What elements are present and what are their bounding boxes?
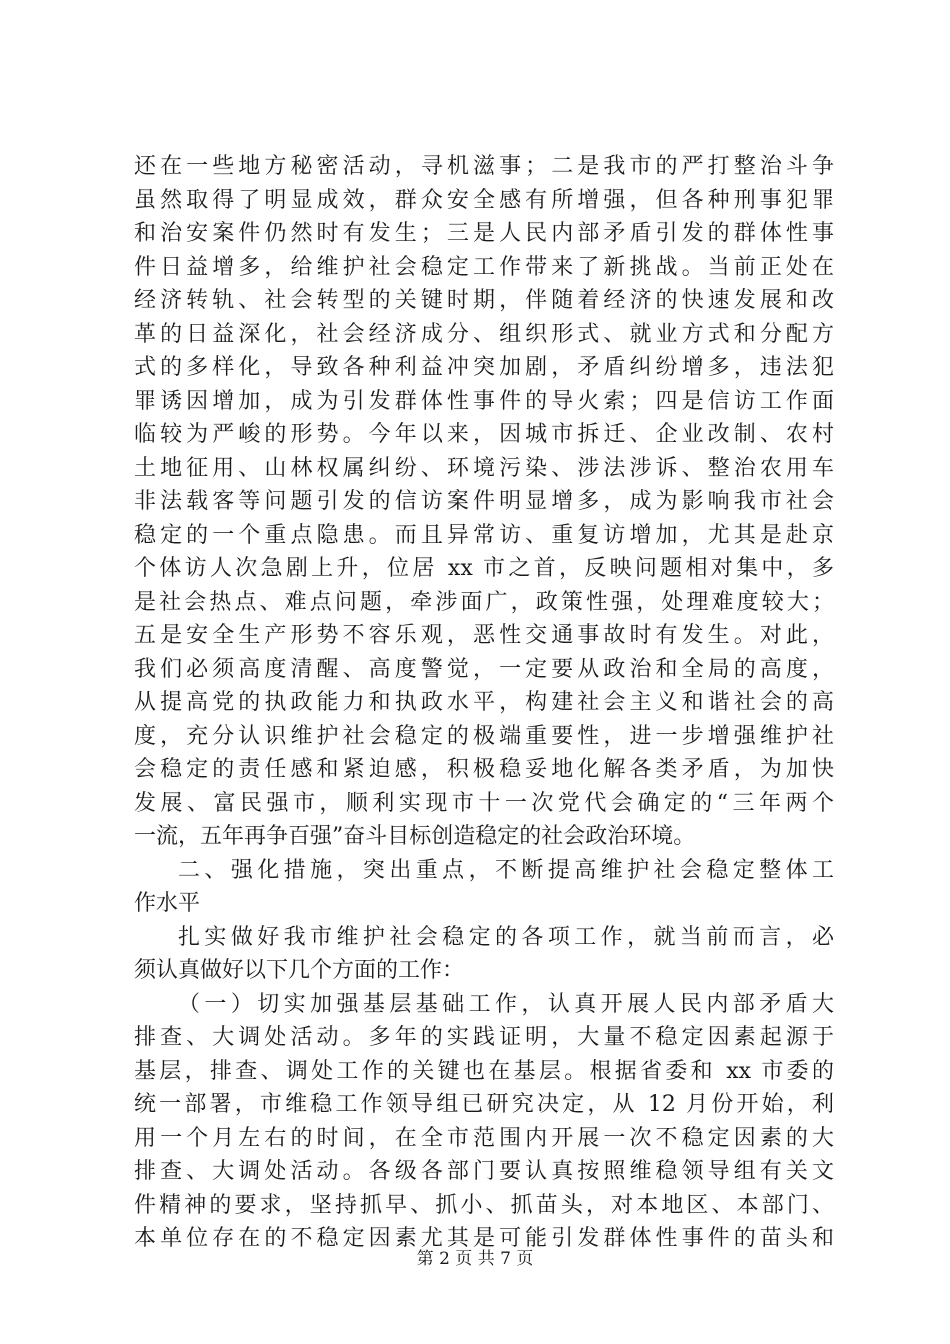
text-line: 发展、富民强市，顺利实现市十一次党代会确定的“三年两个 xyxy=(134,790,834,816)
text-line: 排查、大调处活动。多年的实践证明，大量不稳定因素起源于 xyxy=(134,1025,834,1050)
text-line: 件精神的要求，坚持抓早、抓小、抓苗头，对本地区、本部门、 xyxy=(134,1192,834,1218)
text-line: 土地征用、山林权属纠纷、环境污染、涉法涉诉、整治农用车 xyxy=(134,455,834,481)
text-line: 五是安全生产形势不容乐观，恶性交通事故时有发生。对此， xyxy=(134,623,834,648)
text-line: 虽然取得了明显成效，群众安全感有所增强，但各种刑事犯罪 xyxy=(134,187,834,213)
text-line: 排查、大调处活动。各级各部门要认真按照维稳领导组有关文 xyxy=(134,1159,834,1184)
text-line: 稳定的一个重点隐患。而且异常访、重复访增加，尤其是赴京 xyxy=(134,522,834,548)
text-line: 个体访人次急剧上升，位居 xx 市之首，反映问题相对集中，多 xyxy=(134,556,834,581)
text-line: 从提高党的执政能力和执政水平，构建社会主义和谐社会的高 xyxy=(134,690,834,715)
text-line: 式的多样化，导致各种利益冲突加剧，矛盾纠纷增多，违法犯 xyxy=(134,355,834,380)
text-line: 统一部署，市维稳工作领导组已研究决定，从 12 月份开始，利 xyxy=(134,1092,834,1117)
page-number-footer: 第 2 页 共 7 页 xyxy=(416,1249,534,1269)
text-line: 是社会热点、难点问题，牵涉面广，政策性强，处理难度较大； xyxy=(134,589,834,615)
section-heading-line: 作水平 xyxy=(134,891,201,916)
text-line: 会稳定的责任感和紧迫感，积极稳妥地化解各类矛盾，为加快 xyxy=(134,757,834,782)
text-line: 非法载客等问题引发的信访案件明显增多，成为影响我市社会 xyxy=(134,489,834,514)
body-text xyxy=(134,150,834,1256)
text-line: 罪诱因增加，成为引发群体性事件的导火索；四是信访工作面 xyxy=(134,388,834,414)
section-heading-line: 二、强化措施，突出重点，不断提高维护社会稳定整体工 xyxy=(178,857,834,883)
text-line: 经济转轨、社会转型的关键时期，伴随着经济的快速发展和改 xyxy=(134,288,834,313)
text-line: 一流，五年再争百强”奋斗目标创造稳定的社会政治环境。 xyxy=(134,824,696,849)
text-line: 本单位存在的不稳定因素尤其是可能引发群体性事件的苗头和 xyxy=(134,1226,834,1251)
text-line: 基层，排查、调处工作的关键也在基层。根据省委和 xx 市委的 xyxy=(134,1058,834,1084)
text-line: 件日益增多，给维护社会稳定工作带来了新挑战。当前正处在 xyxy=(134,254,834,280)
text-line: 革的日益深化，社会经济成分、组织形式、就业方式和分配方 xyxy=(134,321,834,347)
text-line: 和治安案件仍然时有发生；三是人民内部矛盾引发的群体性事 xyxy=(134,221,834,246)
text-line: 还在一些地方秘密活动，寻机滋事；二是我市的严打整治斗争 xyxy=(134,154,834,179)
text-line: 我们必须高度清醒、高度警觉，一定要从政治和全局的高度， xyxy=(134,656,834,682)
text-line: 扎实做好我市维护社会稳定的各项工作，就当前而言，必 xyxy=(178,924,834,950)
subsection-heading-line: （一）切实加强基层基础工作，认真开展人民内部矛盾大 xyxy=(178,991,834,1017)
text-line: 度，充分认识维护社会稳定的极端重要性，进一步增强维护社 xyxy=(134,723,834,749)
text-line: 须认真做好以下几个方面的工作： xyxy=(134,958,465,983)
text-line: 临较为严峻的形势。今年以来，因城市拆迁、企业改制、农村 xyxy=(134,422,834,447)
text-line: 用一个月左右的时间，在全市范围内开展一次不稳定因素的大 xyxy=(134,1125,834,1151)
